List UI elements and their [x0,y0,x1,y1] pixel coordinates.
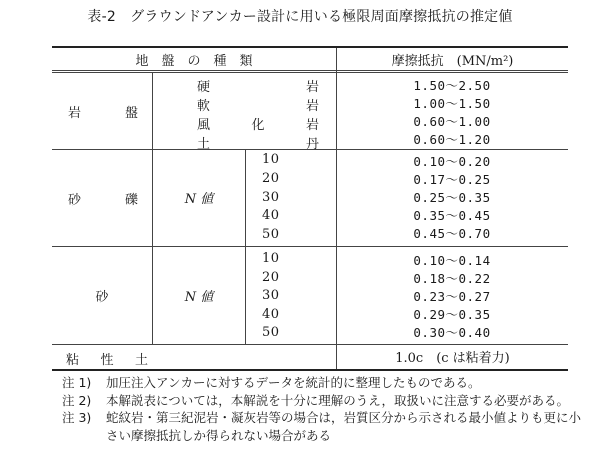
header-friction: 摩擦抵抗 (MN/m²) [391,53,514,69]
sand-value: 0.10～0.14 [413,253,491,268]
rock-value: 1.50～2.50 [413,78,491,93]
n-value-item: 50 [262,227,280,242]
n-value-item: 20 [262,170,280,186]
note-3 [62,409,582,444]
n-value-item: 50 [262,325,280,340]
clay-value: 1.0c (c は粘着力) [395,350,510,366]
note-label: 注 1) [62,375,92,390]
rock-label [68,102,138,121]
header-divider [52,70,568,73]
gravel-value: 0.45～0.70 [413,226,491,241]
n-value-item: 10 [262,152,280,167]
n-value-item: 20 [262,269,280,285]
n-value-item: 40 [262,208,280,224]
col-divider-main [336,48,337,369]
col-divider-2 [245,149,246,344]
n-value-item: 30 [262,288,280,303]
clay-label: 粘 性 土 [66,353,148,368]
rock-value: 1.00～1.50 [413,96,491,111]
rock-type-dotan: 土 丹 [197,137,319,152]
sand-label: 砂 [95,290,109,305]
rock-type-soft: 軟 岩 [197,99,319,114]
note-label: 注 2) [62,392,92,408]
rock-value: 0.60～1.00 [413,114,491,129]
sand-value: 0.30～0.40 [413,325,491,340]
note-label: 注 3) [62,410,92,425]
sand-value: 0.18～0.22 [413,271,491,286]
friction-table [52,46,568,371]
gravel-n-value: N 値 [184,192,214,207]
sand-value: 0.29～0.35 [413,307,491,322]
gravel-value: 0.35～0.45 [413,208,491,223]
gravel-value: 0.17～0.25 [413,172,491,187]
n-value-item: 30 [262,189,280,205]
gravel-n-list [262,152,302,242]
n-value-item: 10 [262,251,280,266]
note-text: 蛇紋岩・第三紀泥岩・凝灰岩等の場合は，岩質区分から示される最小値よりも更に小さい摩擦抵抗しか得られない場合がある [106,410,582,443]
sand-value: 0.23～0.27 [413,289,491,304]
rock-type-weathered: 風 化 岩 [197,118,319,133]
sand-n-value: N 値 [184,290,214,305]
notes [62,374,582,444]
note-1 [62,374,582,392]
rock-values [382,76,522,147]
table-title: 表-2 グラウンドアンカー設計に用いる極限周面摩擦抵抗の推定値 [87,9,513,25]
sand-values [382,251,522,340]
note-2 [62,392,582,410]
note-text: 本解説表については，本解説を十分に理解のうえ，取扱いに注意する必要がある。 [106,392,570,408]
rock-value: 0.60～1.20 [413,132,491,147]
rock-type-hard: 硬 岩 [197,80,319,95]
note-text: 加圧注入アンカーに対するデータを統計的に整理したものである。 [106,375,481,390]
rock-label-1: 岩 [68,106,82,121]
rock-label-2: 盤 [124,106,138,121]
n-value-item: 40 [262,306,280,322]
gravel-label: 砂 礫 [68,193,138,208]
gravel-value: 0.25～0.35 [413,190,491,205]
gravel-value: 0.10～0.20 [413,154,491,169]
rock-types [197,76,319,152]
header-ground-type: 地 盤 の 種 類 [135,53,253,69]
sand-n-list [262,251,302,340]
gravel-values [382,152,522,242]
